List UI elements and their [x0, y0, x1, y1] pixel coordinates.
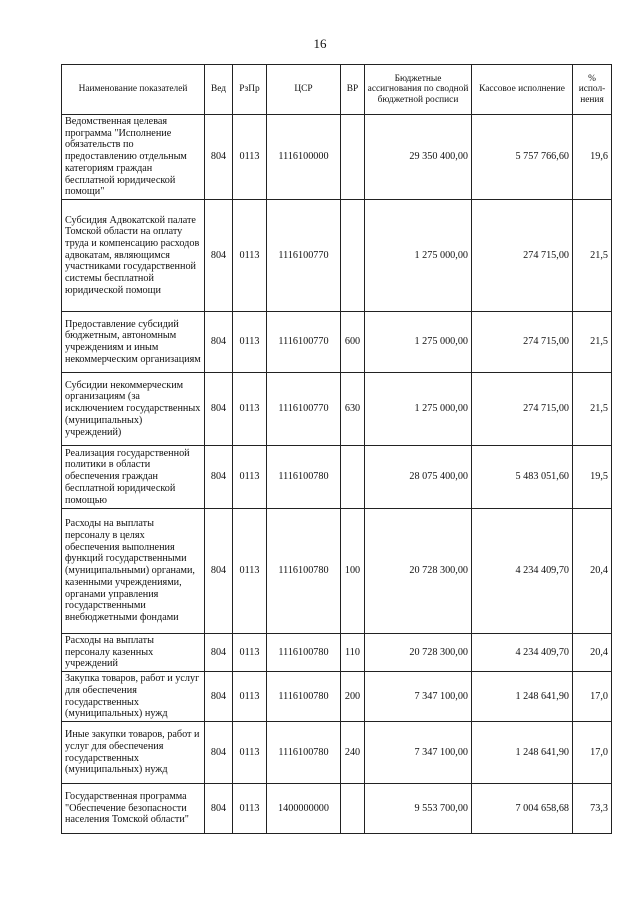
table-row: [62, 115, 612, 200]
row-name: Государственная программа "Обеспечение безопасности населения Томской области": [62, 784, 205, 834]
table-row: [62, 722, 612, 784]
row-name: Расходы на выплаты персоналу казенных учреждений: [62, 634, 205, 672]
row-budget: 20 728 300,00: [365, 509, 472, 634]
row-ved: 804: [205, 115, 233, 200]
row-ved: 804: [205, 672, 233, 722]
row-vr: 110: [341, 634, 365, 672]
row-csr: 1116100780: [267, 634, 341, 672]
header-budget: Бюджетные ассигнования по сводной бюджетной росписи: [365, 65, 472, 115]
row-vr: 630: [341, 373, 365, 446]
page-number: 16: [313, 36, 327, 51]
row-vr: [341, 115, 365, 200]
row-pct: 17,0: [573, 722, 612, 784]
row-vr: 600: [341, 312, 365, 373]
row-name: Расходы на выплаты персоналу в целях обеспечения выполнения функций государственными (муниципальными) органами, казенными учреждениями, органами управления государственными внебюджетными фондами: [62, 509, 205, 634]
row-cash: 1 248 641,90: [472, 672, 573, 722]
row-cash: 1 248 641,90: [472, 722, 573, 784]
row-cash: 4 234 409,70: [472, 634, 573, 672]
row-ved: 804: [205, 446, 233, 509]
table-header-row: [62, 65, 612, 115]
row-cash: 5 483 051,60: [472, 446, 573, 509]
table-row: [62, 634, 612, 672]
row-ved: 804: [205, 312, 233, 373]
row-vr: 200: [341, 672, 365, 722]
row-rzpr: 0113: [233, 373, 267, 446]
row-cash: 7 004 658,68: [472, 784, 573, 834]
row-vr: 240: [341, 722, 365, 784]
row-cash: 5 757 766,60: [472, 115, 573, 200]
row-csr: 1116100780: [267, 509, 341, 634]
row-vr: [341, 200, 365, 312]
table-row: [62, 784, 612, 834]
row-name: Ведомственная целевая программа "Исполнение обязательств по предоставлению отдельным категориям граждан бесплатной юридической помощи": [62, 115, 205, 200]
row-pct: 19,5: [573, 446, 612, 509]
row-rzpr: 0113: [233, 634, 267, 672]
row-name: Предоставление субсидий бюджетным, автономным учреждениям и иным некоммерческим организациям: [62, 312, 205, 373]
table-row: [62, 200, 612, 312]
row-cash: 274 715,00: [472, 200, 573, 312]
row-pct: 19,6: [573, 115, 612, 200]
table-row: [62, 373, 612, 446]
row-name: Реализация государственной политики в области обеспечения граждан бесплатной юридической помощью: [62, 446, 205, 509]
row-csr: 1116100780: [267, 672, 341, 722]
row-rzpr: 0113: [233, 446, 267, 509]
row-budget: 1 275 000,00: [365, 312, 472, 373]
header-rzpr: РзПр: [233, 65, 267, 115]
row-rzpr: 0113: [233, 115, 267, 200]
table-row: [62, 672, 612, 722]
row-vr: 100: [341, 509, 365, 634]
row-pct: 20,4: [573, 634, 612, 672]
row-budget: 28 075 400,00: [365, 446, 472, 509]
row-pct: 17,0: [573, 672, 612, 722]
row-rzpr: 0113: [233, 672, 267, 722]
header-csr: ЦСР: [267, 65, 341, 115]
row-ved: 804: [205, 722, 233, 784]
row-vr: [341, 784, 365, 834]
row-csr: 1116100000: [267, 115, 341, 200]
budget-execution-table: [61, 64, 612, 834]
row-ved: 804: [205, 784, 233, 834]
row-cash: 274 715,00: [472, 373, 573, 446]
row-csr: 1116100780: [267, 722, 341, 784]
row-budget: 1 275 000,00: [365, 373, 472, 446]
row-pct: 20,4: [573, 509, 612, 634]
header-cash: Кассовое исполнение: [472, 65, 573, 115]
row-rzpr: 0113: [233, 312, 267, 373]
row-csr: 1116100770: [267, 200, 341, 312]
row-ved: 804: [205, 373, 233, 446]
row-name: Субсидия Адвокатской палате Томской области на оплату труда и компенсацию расходов адвокатам, являющимся участниками государственной системы бесплатной юридической помощи: [62, 200, 205, 312]
row-rzpr: 0113: [233, 509, 267, 634]
row-csr: 1116100770: [267, 312, 341, 373]
row-cash: 274 715,00: [472, 312, 573, 373]
row-cash: 4 234 409,70: [472, 509, 573, 634]
header-vr: ВР: [341, 65, 365, 115]
row-csr: 1400000000: [267, 784, 341, 834]
row-budget: 9 553 700,00: [365, 784, 472, 834]
row-vr: [341, 446, 365, 509]
row-name: Иные закупки товаров, работ и услуг для обеспечения государственных (муниципальных) нужд: [62, 722, 205, 784]
row-rzpr: 0113: [233, 784, 267, 834]
row-ved: 804: [205, 509, 233, 634]
row-rzpr: 0113: [233, 200, 267, 312]
table-row: [62, 509, 612, 634]
row-name: Субсидии некоммерческим организациям (за исключением государственных (муниципальных) учреждений): [62, 373, 205, 446]
table-row: [62, 312, 612, 373]
row-csr: 1116100770: [267, 373, 341, 446]
row-budget: 1 275 000,00: [365, 200, 472, 312]
row-pct: 21,5: [573, 373, 612, 446]
header-name: Наименование показателей: [62, 65, 205, 115]
row-csr: 1116100780: [267, 446, 341, 509]
row-ved: 804: [205, 634, 233, 672]
row-rzpr: 0113: [233, 722, 267, 784]
row-budget: 20 728 300,00: [365, 634, 472, 672]
header-ved: Вед: [205, 65, 233, 115]
header-pct: % испол-нения: [573, 65, 612, 115]
row-name: Закупка товаров, работ и услуг для обеспечения государственных (муниципальных) нужд: [62, 672, 205, 722]
row-budget: 7 347 100,00: [365, 722, 472, 784]
row-pct: 21,5: [573, 200, 612, 312]
row-budget: 29 350 400,00: [365, 115, 472, 200]
table-row: [62, 446, 612, 509]
row-budget: 7 347 100,00: [365, 672, 472, 722]
row-pct: 21,5: [573, 312, 612, 373]
row-pct: 73,3: [573, 784, 612, 834]
row-ved: 804: [205, 200, 233, 312]
